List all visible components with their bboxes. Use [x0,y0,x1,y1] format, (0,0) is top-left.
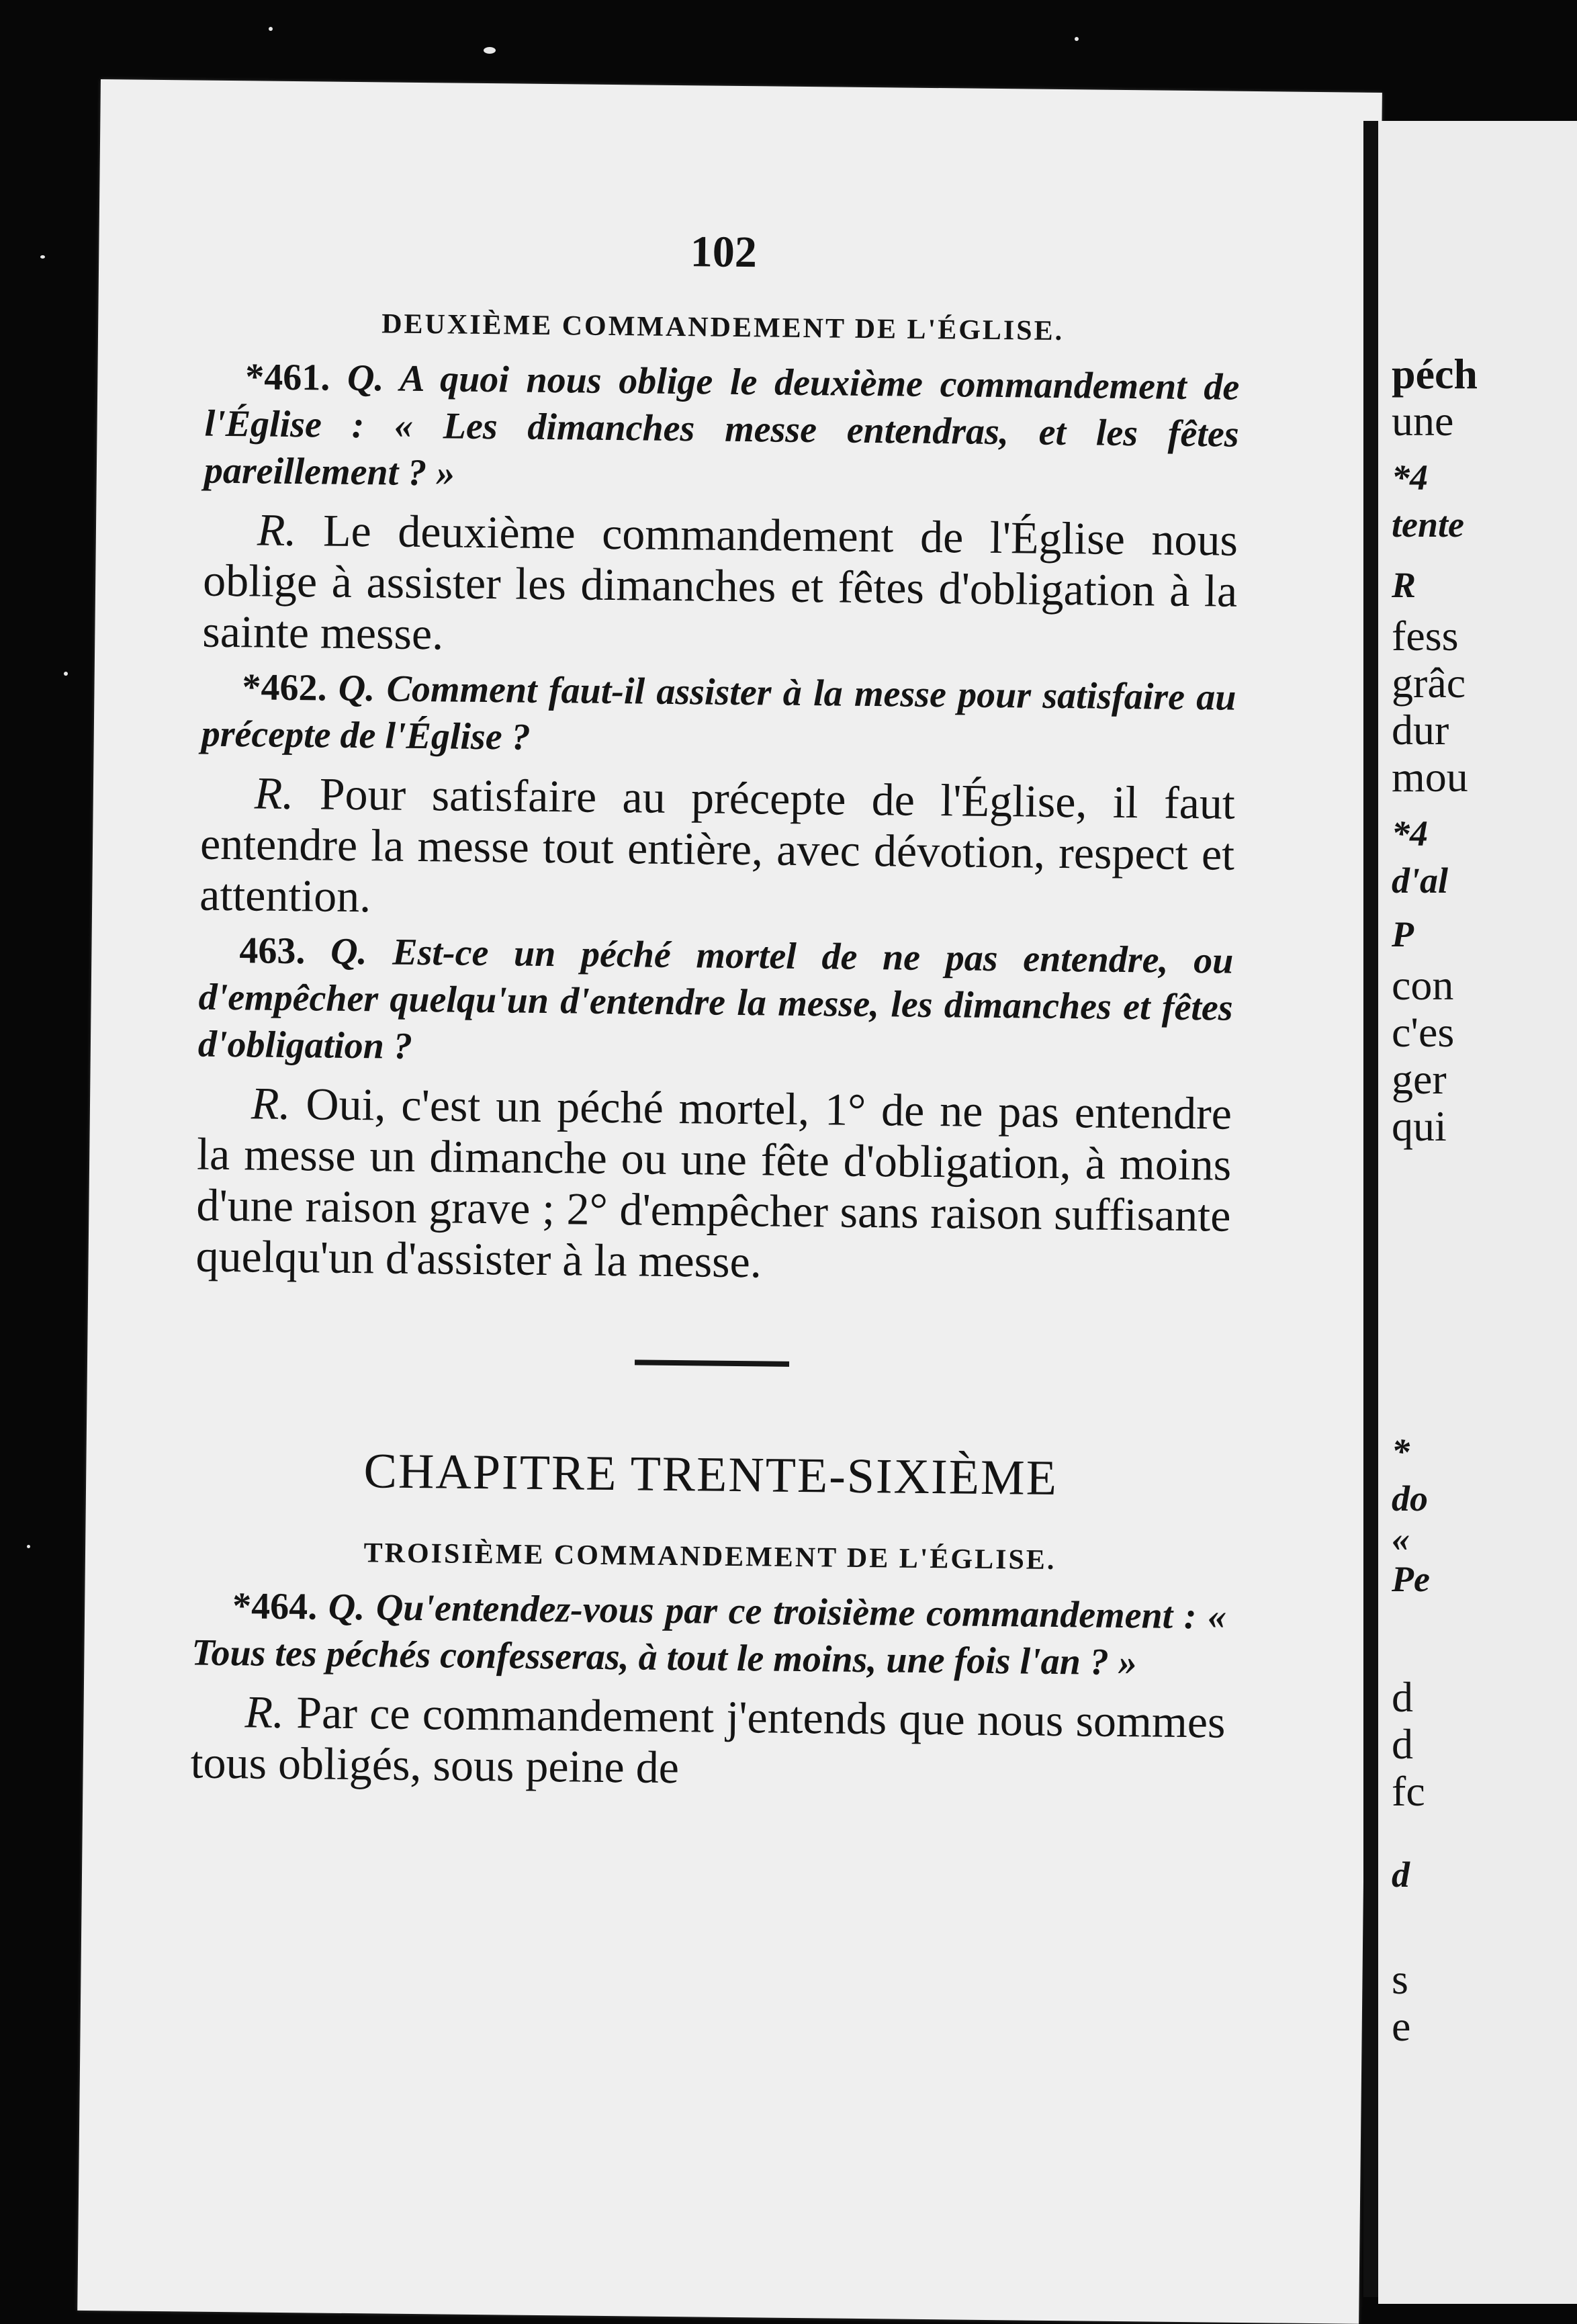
facing-fragment: e [1392,2002,1411,2050]
chapter-title: CHAPITRE TRENTE-SIXIÈME [363,1443,1058,1507]
question-text: Comment faut-il assister à la messe pour satisfaire au précepte de l'Église ? [201,668,1236,758]
question-462 [201,664,1236,768]
facing-fragment: tente [1392,504,1464,545]
facing-fragment: s [1392,1955,1408,2003]
facing-fragment: « [1392,1519,1410,1559]
facing-page [1378,121,1577,2304]
facing-fragment: *4 [1392,813,1428,854]
question-463 [198,927,1234,1079]
facing-fragment: R [1392,565,1416,605]
book-gutter [1363,121,1378,2297]
facing-fragment: d [1392,1854,1410,1895]
facing-fragment: dur [1392,706,1449,754]
facing-fragment: d'al [1392,860,1449,901]
facing-fragment: ger [1392,1055,1447,1103]
answer-text: Pour satisfaire au précepte de l'Église, il faut entendre la messe tout entière, avec dévotion, respect et attention. [199,768,1236,922]
page-content [190,222,1241,1805]
question-text: A quoi nous oblige le deuxième commandement de l'Église : « Les dimanches messe entendras, et les fêtes pareillement ? » [204,357,1240,494]
question-464 [191,1582,1226,1687]
facing-fragment: Pe [1392,1559,1430,1599]
facing-fragment: d [1392,1720,1413,1768]
facing-fragment: péch [1392,350,1478,398]
answer-463 [195,1077,1232,1292]
section-heading: TROISIÈME COMMANDEMENT DE L'ÉGLISE. [363,1537,1056,1576]
left-book-page [77,79,1382,2324]
facing-fragment: fess [1392,612,1459,660]
facing-fragment: P [1392,914,1414,954]
question-number: 463. [239,930,306,973]
question-text: Qu'entendez-vous par ce troisième commandement : « Tous tes péchés confesseras, à tout le moins, une fois l'an ? » [191,1586,1227,1684]
question-number: *462. [242,666,327,709]
facing-fragment: fc [1392,1767,1425,1815]
question-461 [204,353,1240,505]
facing-fragment: c'es [1392,1008,1455,1056]
answer-461 [202,504,1238,668]
page-number: 102 [690,227,758,277]
facing-fragment: mou [1392,753,1468,801]
question-number: *461. [245,356,330,399]
facing-fragment: d [1392,1673,1413,1721]
question-label: Q. [347,357,384,400]
facing-fragment: qui [1392,1102,1447,1150]
facing-fragment: *4 [1392,457,1428,498]
answer-text: Oui, c'est un péché mortel, 1° de ne pas entendre la messe un dimanche ou une fête d'obligation, à moins d'une raison grave ; 2° d'empêcher sans raison suffisante quelqu'un d'assister à la messe. [195,1078,1232,1288]
facing-fragment: con [1392,961,1454,1009]
answer-462 [199,767,1235,931]
answer-label: R. [254,767,294,819]
section-divider [635,1359,789,1366]
section-heading: DEUXIÈME COMMANDEMENT DE L'ÉGLISE. [381,308,1065,347]
facing-fragment: * [1392,1431,1410,1472]
facing-fragment: une [1392,397,1454,445]
question-label: Q. [338,667,375,710]
facing-fragment: do [1392,1478,1428,1519]
question-label: Q. [328,1586,365,1629]
question-number: *464. [232,1585,318,1628]
answer-text: Le deuxième commandement de l'Église nous oblige à assister les dimanches et fêtes d'obligation à la sainte messe. [202,504,1238,660]
answer-label: R. [244,1686,285,1738]
answer-text: Par ce commandement j'entends que nous sommes tous obligés, sous peine de [190,1687,1226,1793]
question-text: Est-ce un péché mortel de ne pas entendre, ou d'empêcher quelqu'un d'entendre la messe, les dimanches et fêtes d'obligation ? [197,931,1234,1067]
answer-label: R. [257,504,297,556]
facing-fragment: grâc [1392,659,1466,707]
question-label: Q. [330,930,367,973]
answer-label: R. [251,1077,291,1130]
answer-464 [190,1686,1226,1799]
